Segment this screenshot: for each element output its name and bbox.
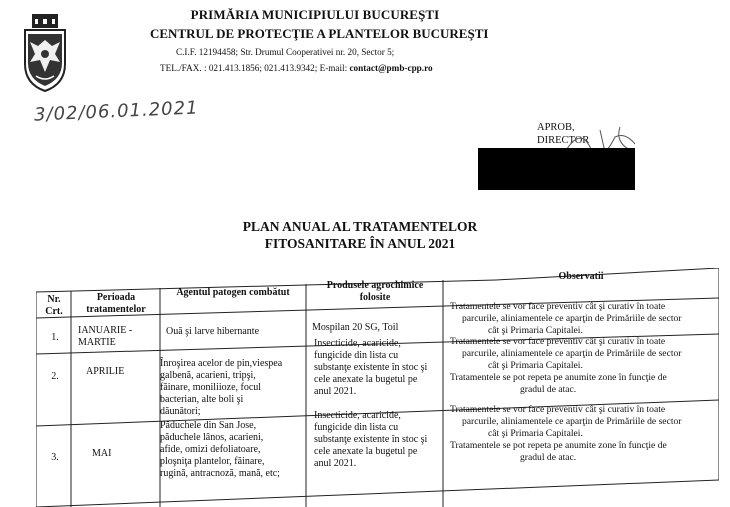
row2-agent: [160, 358, 304, 418]
header-observatii: [446, 271, 716, 283]
cell-line: MARTIE: [78, 337, 116, 348]
header-text: Perioada: [96, 292, 136, 303]
cell-line: substanţe existente în stoc şi: [314, 434, 428, 445]
row3-nr: 3.: [51, 452, 59, 463]
cell-line: ploşniţa plantelor, făinare,: [160, 456, 265, 467]
cell-line: bacterian, alte boli şi: [160, 394, 244, 405]
cell-line: Insecticide, acaricide,: [314, 410, 401, 421]
cell-line: gradul de atac.: [520, 384, 577, 395]
document-title: PLAN ANUAL AL TRATAMENTELOR: [242, 219, 478, 234]
bucharest-coat-of-arms-icon: [22, 14, 68, 92]
header-agent: [162, 287, 304, 299]
row3-agent: [160, 420, 306, 480]
cell-line: Tratamentele se vor face preventiv cât şi curativ în toate: [450, 336, 666, 347]
registration-number: 3/02/06.01.2021: [33, 97, 199, 126]
cell-line: fungicide din lista cu: [314, 350, 399, 361]
header-text: Produsele agrochimice: [326, 280, 424, 291]
cell-line: IANUARIE -: [78, 325, 133, 336]
header-text: folosite: [359, 292, 391, 303]
institution-contact: [160, 63, 433, 73]
cell-line: Tratamentele se vor face preventiv cât şi curativ în toate: [450, 301, 666, 312]
cell-line: rugină, antracnoză, mană, etc;: [160, 468, 280, 479]
institution-department: CENTRUL DE PROTECŢIE A PLANTELOR BUCUREŞTI: [150, 26, 489, 41]
header-text: tratamentelor: [86, 304, 146, 315]
cell-line: Păduchele din San Jose,: [160, 420, 257, 431]
header-nr: [38, 294, 70, 318]
cell-line: cât şi Primaria Capitalei.: [488, 428, 583, 439]
row3-perioada: MAI: [92, 448, 112, 459]
cell-line: cât şi Primaria Capitalei.: [488, 325, 583, 336]
cell-line: Tratamentele se vor face preventiv cât şi curativ în toate: [450, 404, 666, 415]
cif-value: 12194458: [198, 47, 236, 57]
header-produse: [308, 280, 442, 304]
cell-line: făinare, moniliioze, focul: [160, 382, 262, 393]
row1-produse: Mospilan 20 SG, Toil: [312, 322, 399, 333]
cell-line: parcurile, aliniamentele ce aparţin de Primăriile de sector: [462, 313, 682, 324]
header-text: Agentul patogen combătut: [176, 287, 290, 298]
cell-line: cele anexate la bugetul pe: [314, 374, 418, 385]
cell-line: Înroşirea acelor de pin,viespea: [160, 358, 283, 369]
cell-line: substanţe existente în stoc şi: [314, 362, 428, 373]
cell-line: gradul de atac.: [520, 452, 577, 463]
row1-agent: Ouă şi larve hibernante: [166, 326, 260, 337]
row2-perioada: APRILIE: [86, 366, 125, 377]
row2-produse: [314, 338, 442, 398]
header-perioada: [74, 292, 158, 316]
cell-line: Tratamentele se pot repeta pe anumite zone în funcţie de: [450, 372, 667, 383]
row2-nr: 2.: [51, 371, 59, 382]
cell-line: afide, omizi defoliatoare,: [160, 444, 261, 455]
cif-label: C.I.F.: [176, 47, 199, 57]
redacted-name-block: [478, 148, 635, 190]
cell-line: parcurile, aliniamentele ce aparţin de Primăriile de sector: [462, 348, 682, 359]
cell-line: parcurile, aliniamentele ce aparţin de Primăriile de sector: [462, 416, 682, 427]
cell-line: galbenă, acarieni, tripşi,: [160, 370, 256, 381]
header-text: Crt.: [45, 306, 63, 317]
phone-text: TEL./FAX. : 021.413.1856; 021.413.9342; E-mail:: [160, 63, 350, 73]
cell-line: Insecticide, acaricide,: [314, 338, 401, 349]
cell-line: păduchele lânos, acarieni,: [160, 432, 264, 443]
header-text: Nr.: [47, 294, 61, 305]
cell-line: anul 2021.: [314, 386, 357, 397]
institution-name: PRIMĂRIA MUNICIPIULUI BUCUREŞTI: [190, 7, 440, 22]
email-text: contact@pmb-cpp.ro: [349, 63, 433, 73]
cell-line: fungicide din lista cu: [314, 422, 399, 433]
row3-produse: [314, 410, 442, 470]
cell-line: Tratamentele se pot repeta pe anumite zone în funcţie de: [450, 440, 667, 451]
row1-nr: 1.: [51, 332, 59, 343]
header-text: Observatii: [558, 271, 604, 282]
cell-line: dăunători;: [160, 406, 201, 417]
cell-line: anul 2021.: [314, 458, 357, 469]
treatments-table: [36, 268, 719, 507]
address-text: ; Str. Drumul Cooperativei nr. 20, Sector 5;: [235, 47, 395, 57]
row3-observatii: [450, 404, 718, 464]
approval-label: APROB,: [537, 122, 575, 133]
row1-perioada: [78, 325, 158, 349]
row2-observatii: [450, 336, 718, 396]
institution-address: [176, 47, 394, 57]
cell-line: cele anexate la bugetul pe: [314, 446, 418, 457]
document-subtitle: FITOSANITARE ÎN ANUL 2021: [264, 236, 456, 251]
director-label: DIRECTOR: [537, 135, 590, 146]
cell-line: cât şi Primaria Capitalei.: [488, 360, 583, 371]
row1-observatii: [450, 301, 718, 337]
